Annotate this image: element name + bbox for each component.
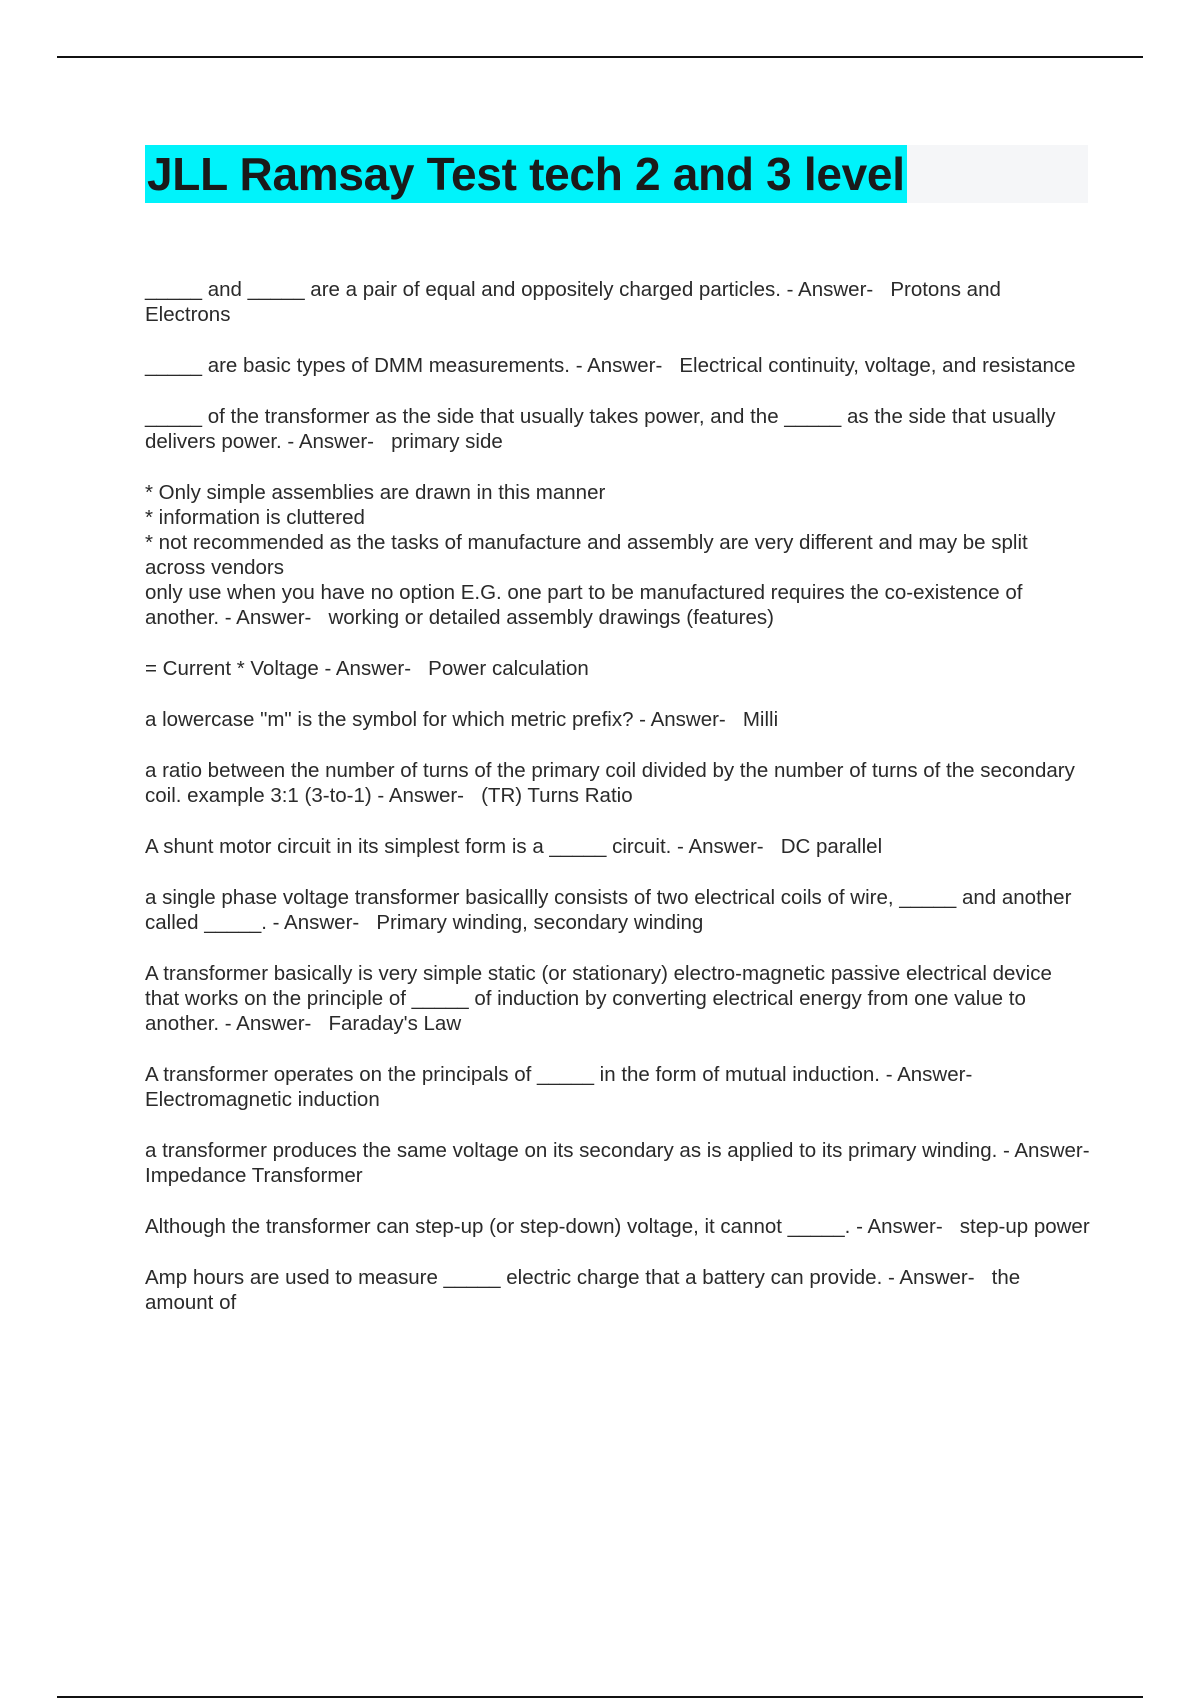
bullet-line: * Only simple assemblies are drawn in this manner	[145, 481, 606, 504]
question-text: _____ of the transformer as the side that usually takes power, and the _____ as the side that usually delivers power. - Answer-	[145, 405, 1056, 453]
answer-text: Electrical continuity, voltage, and resistance	[679, 354, 1076, 377]
top-rule	[57, 56, 1143, 58]
qa-item	[145, 961, 1090, 1036]
bullet-line: * information is cluttered	[145, 506, 365, 529]
qa-item	[145, 885, 1090, 935]
answer-text: Power calculation	[428, 657, 589, 680]
question-text: only use when you have no option E.G. one part to be manufactured requires the co-existence of another. - Answer-	[145, 581, 1023, 629]
answer-text: Impedance Transformer	[145, 1164, 363, 1187]
answer-text: Protons and Electrons	[145, 278, 1001, 326]
answer-text: (TR) Turns Ratio	[481, 784, 633, 807]
answer-text: primary side	[391, 430, 503, 453]
question-text: A transformer basically is very simple static (or stationary) electro-magnetic passive electrical device that works on the principle of _____ of induction by converting electrical energy from one value to another. - Answer-	[145, 962, 1052, 1035]
question-text: A transformer operates on the principals of _____ in the form of mutual induction. - Answer-	[145, 1063, 973, 1086]
qa-item	[145, 277, 1090, 327]
question-text: = Current * Voltage - Answer-	[145, 657, 412, 680]
question-text: _____ are basic types of DMM measurements. - Answer-	[145, 354, 663, 377]
question-text: A shunt motor circuit in its simplest form is a _____ circuit. - Answer-	[145, 835, 764, 858]
qa-item	[145, 1214, 1090, 1239]
question-text: _____ and _____ are a pair of equal and oppositely charged particles. - Answer-	[145, 278, 874, 301]
qa-item	[145, 1138, 1090, 1188]
answer-text: working or detailed assembly drawings (features)	[328, 606, 774, 629]
question-text: a transformer produces the same voltage on its secondary as is applied to its primary winding. - Answer-	[145, 1139, 1090, 1162]
question-text: a lowercase "m" is the symbol for which metric prefix? - Answer-	[145, 708, 726, 731]
question-text: a single phase voltage transformer basicallly consists of two electrical coils of wire, _____ and another called _____. - Answer-	[145, 886, 1072, 934]
qa-item	[145, 353, 1090, 378]
question-text: Amp hours are used to measure _____ electric charge that a battery can provide. - Answer-	[145, 1266, 975, 1289]
qa-item	[145, 656, 1090, 681]
answer-text: Milli	[742, 708, 779, 731]
answer-text: the amount of	[145, 1266, 1021, 1314]
answer-text: Electromagnetic induction	[145, 1088, 380, 1111]
document-title: JLL Ramsay Test tech 2 and 3 level	[145, 145, 907, 203]
answer-text: Faraday's Law	[328, 1012, 462, 1035]
qa-item	[145, 1265, 1090, 1315]
bottom-rule	[57, 1696, 1143, 1698]
qa-list	[145, 277, 1090, 1341]
question-text: Although the transformer can step-up (or step-down) voltage, it cannot _____. - Answer-	[145, 1215, 943, 1238]
bullet-line: * not recommended as the tasks of manufacture and assembly are very different and may be split across vendors	[145, 531, 1028, 579]
qa-item	[145, 834, 1090, 859]
qa-item	[145, 480, 1090, 630]
qa-item	[145, 758, 1090, 808]
qa-item	[145, 707, 1090, 732]
answer-text: step-up power	[959, 1215, 1090, 1238]
qa-item	[145, 404, 1090, 454]
answer-text: Primary winding, secondary winding	[376, 911, 704, 934]
qa-item	[145, 1062, 1090, 1112]
answer-text: DC parallel	[780, 835, 883, 858]
question-text: a ratio between the number of turns of the primary coil divided by the number of turns of the secondary coil. example 3:1 (3-to-1) - Answer-	[145, 759, 1075, 807]
